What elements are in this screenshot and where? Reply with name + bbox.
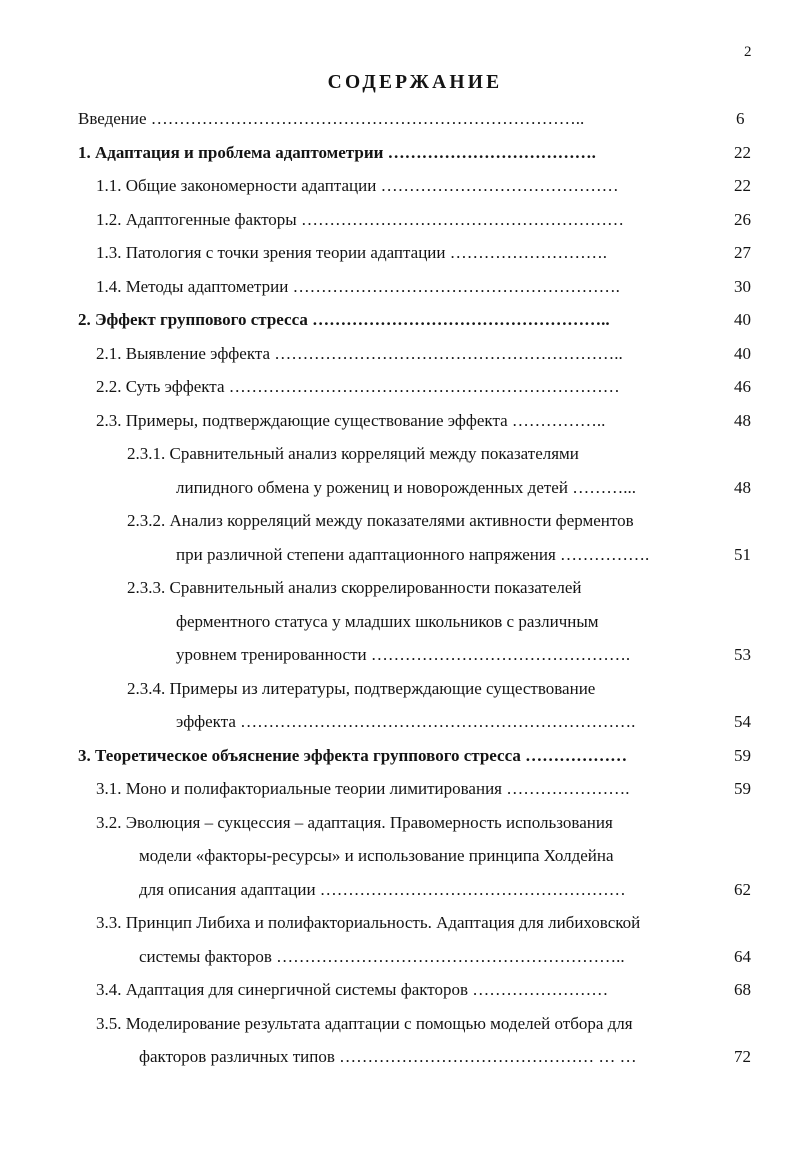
toc-row — [0, 773, 794, 807]
toc-entry: 2.3.2. Анализ корреляций между показателями активности ферментов — [127, 511, 634, 530]
toc-entry: 2. Эффект группового стресса …………………………………………….. — [78, 310, 610, 329]
page-title: СОДЕРЖАНИЕ — [327, 72, 503, 93]
toc-page: 59 — [734, 745, 751, 765]
toc-row — [0, 405, 794, 439]
toc-row — [0, 974, 794, 1008]
toc-entry: 2.3.4. Примеры из литературы, подтверждающие существование — [127, 678, 596, 698]
toc-page: 68 — [734, 980, 751, 999]
toc-row — [0, 304, 794, 338]
toc-page: 62 — [734, 879, 751, 899]
toc-row — [0, 271, 794, 305]
toc-row — [0, 103, 794, 137]
toc-entry: факторов различных типов ……………………………………… … … — [139, 1047, 637, 1066]
toc-entry: 1.2. Адаптогенные факторы ………………………………………………… — [96, 209, 624, 229]
toc-row — [0, 438, 794, 472]
toc-entry: при различной степени адаптационного напряжения ……………. — [176, 544, 650, 564]
toc-row — [0, 1008, 794, 1042]
toc-row — [0, 740, 794, 774]
toc-entry: 2.3.3. Сравнительный анализ скоррелированности показателей — [127, 578, 582, 597]
toc-entry: Введение ………………………………………………………………….. — [78, 109, 585, 128]
toc-entry: 3. Теоретическое объяснение эффекта группового стресса ……………… — [78, 745, 628, 765]
toc-entry: системы факторов …………………………………………………….. — [139, 946, 625, 966]
toc-entry: модели «факторы-ресурсы» и использование принципа Холдейна — [139, 846, 614, 865]
toc-row — [0, 170, 794, 204]
toc-row — [0, 639, 794, 673]
toc-entry: 3.1. Моно и полифакториальные теории лимитирования …………………. — [96, 779, 630, 798]
toc-entry: 2.3. Примеры, подтверждающие существование эффекта …………….. — [96, 410, 606, 430]
toc-entry: уровнем тренированности ………………………………………. — [176, 645, 631, 664]
toc-page: 40 — [734, 343, 751, 363]
toc-page: 53 — [734, 645, 751, 664]
toc-page: 48 — [734, 410, 751, 430]
toc-page: 48 — [734, 477, 751, 497]
toc-entry: эффекта ……………………………………………………………. — [176, 712, 636, 731]
toc-entry: 1.1. Общие закономерности адаптации …………………………………… — [96, 176, 619, 195]
toc-entry: для описания адаптации ……………………………………………… — [139, 879, 626, 899]
toc-row — [0, 338, 794, 372]
toc-entry: 1. Адаптация и проблема адаптометрии ………………………………. — [78, 142, 596, 162]
toc-row — [0, 807, 794, 841]
toc-page: 64 — [734, 946, 751, 966]
toc-entry: 3.5. Моделирование результата адаптации с помощью моделей отбора для — [96, 1013, 633, 1033]
toc-entry: 2.3.1. Сравнительный анализ корреляций между показателями — [127, 444, 579, 463]
toc-page: 72 — [734, 1047, 751, 1066]
toc-entry: 3.2. Эволюция – сукцессия – адаптация. Правомерность использования — [96, 812, 613, 832]
toc-row — [0, 572, 794, 606]
toc-entry: липидного обмена у рожениц и новорожденных детей ………... — [176, 477, 636, 497]
toc-row — [0, 874, 794, 908]
toc-row — [0, 907, 794, 941]
toc-row — [0, 539, 794, 573]
toc-page: 59 — [734, 779, 751, 798]
toc-row — [0, 472, 794, 506]
toc-page: 30 — [734, 276, 751, 296]
toc-row — [0, 505, 794, 539]
table-of-contents — [0, 103, 794, 1075]
toc-page: 27 — [734, 243, 751, 262]
toc-entry: 3.3. Принцип Либиха и полифакториальность. Адаптация для либиховской — [96, 913, 641, 932]
toc-row — [0, 204, 794, 238]
toc-page: 51 — [734, 544, 751, 564]
toc-page: 6 — [736, 109, 745, 128]
toc-page: 22 — [734, 142, 751, 162]
toc-row — [0, 137, 794, 171]
toc-entry: 3.4. Адаптация для синергичной системы факторов …………………… — [96, 980, 609, 999]
toc-row — [0, 706, 794, 740]
page-number: 2 — [744, 44, 752, 60]
toc-row — [0, 673, 794, 707]
toc-entry: 2.2. Суть эффекта …………………………………………………………… — [96, 377, 620, 396]
toc-entry: 1.3. Патология с точки зрения теории адаптации ………………………. — [96, 243, 607, 262]
toc-row — [0, 840, 794, 874]
toc-entry: 2.1. Выявление эффекта …………………………………………………….. — [96, 343, 623, 363]
toc-page: 54 — [734, 712, 751, 731]
toc-row — [0, 941, 794, 975]
toc-row — [0, 1041, 794, 1075]
toc-page: 40 — [734, 310, 751, 329]
toc-row — [0, 237, 794, 271]
toc-page: 22 — [734, 176, 751, 195]
toc-entry: 1.4. Методы адаптометрии …………………………………………………. — [96, 276, 620, 296]
toc-entry: ферментного статуса у младших школьников с различным — [176, 611, 599, 631]
toc-row — [0, 606, 794, 640]
toc-row — [0, 371, 794, 405]
toc-page: 26 — [734, 209, 751, 229]
toc-page: 46 — [734, 377, 751, 396]
